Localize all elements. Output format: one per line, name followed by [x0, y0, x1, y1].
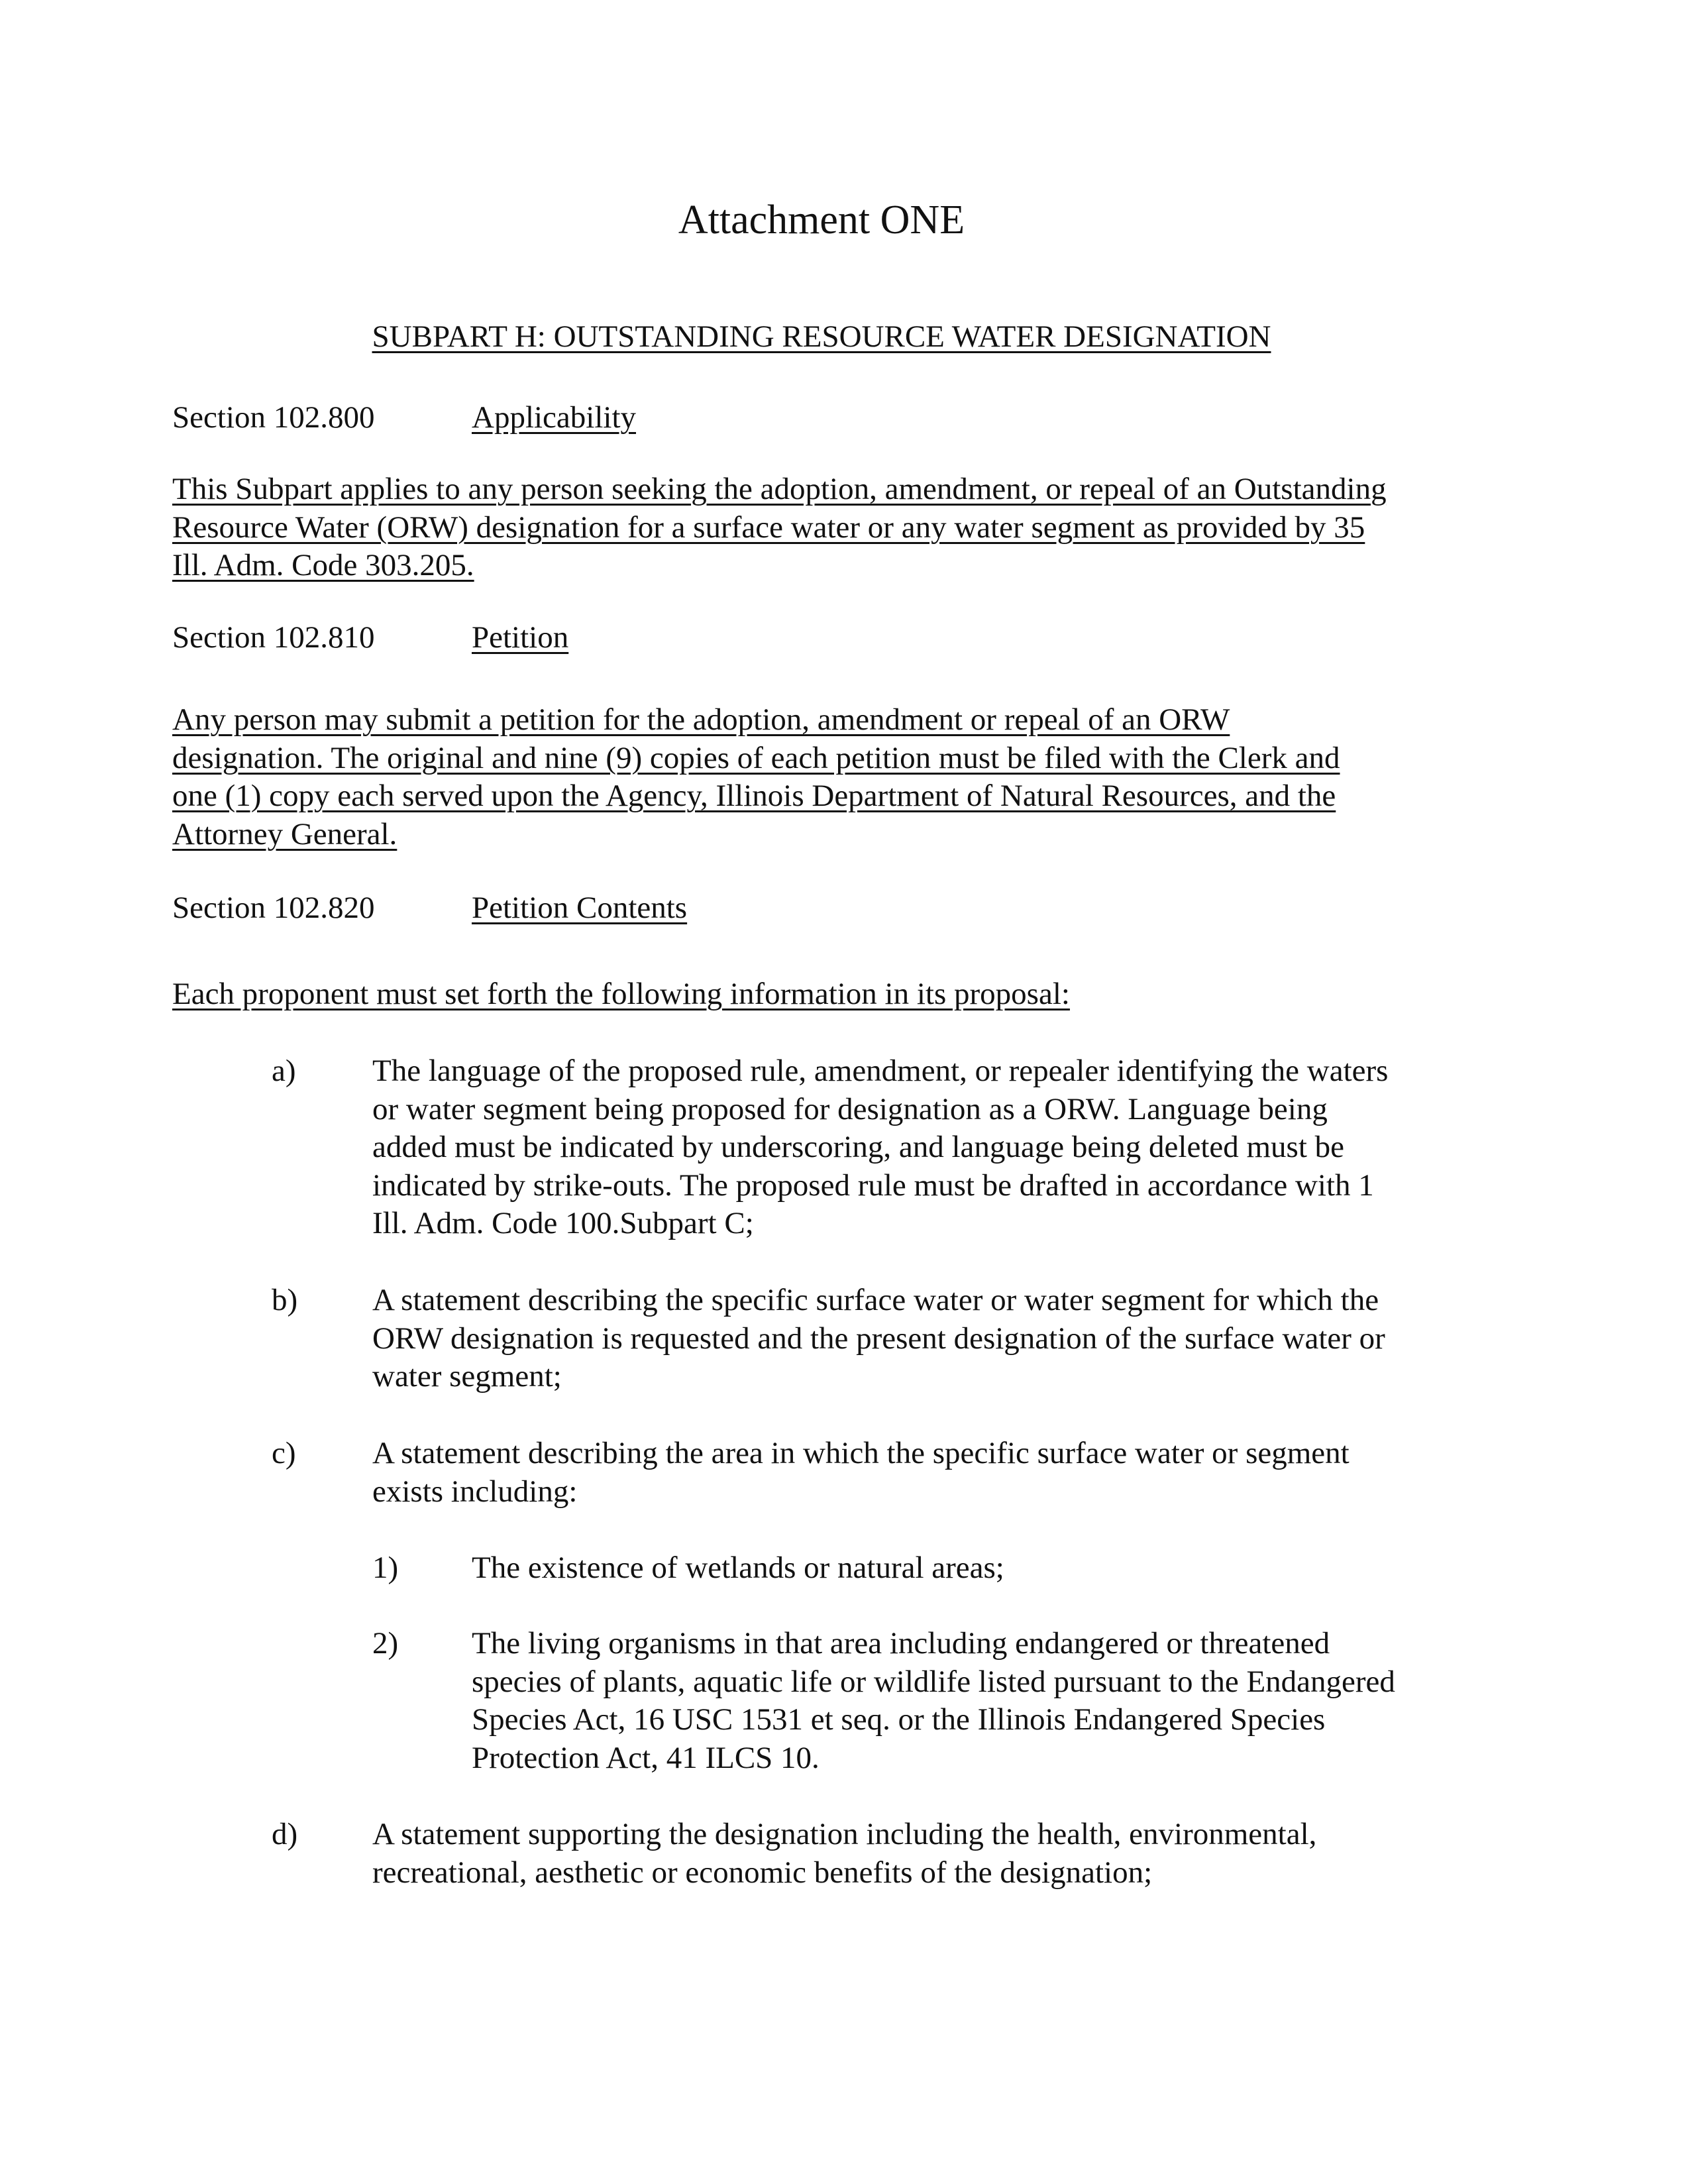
paragraph-line: Any person may submit a petition for the adoption, amendment or repeal of an ORW	[172, 702, 1230, 737]
item-line: species of plants, aquatic life or wildlife listed pursuant to the Endangered	[472, 1664, 1395, 1699]
item-line: The existence of wetlands or natural areas;	[472, 1551, 1004, 1585]
item-line: or water segment being proposed for designation as a ORW. Language being	[372, 1091, 1328, 1126]
list-marker: a)	[272, 1054, 296, 1088]
list-marker: 1)	[372, 1551, 399, 1585]
item-line: A statement describing the area in which the specific surface water or segment	[372, 1436, 1350, 1470]
item-line: water segment;	[372, 1359, 562, 1393]
section-name: Petition Contents	[472, 891, 688, 925]
item-line: exists including:	[372, 1474, 578, 1509]
list-marker: d)	[272, 1817, 298, 1851]
item-line: Species Act, 16 USC 1531 et seq. or the Illinois Endangered Species	[472, 1702, 1326, 1737]
list-item-text	[372, 1816, 1316, 1892]
section-paragraph-petition-contents	[172, 975, 1491, 1014]
list-item-text	[372, 1435, 1350, 1511]
item-line: A statement describing the specific surface water or water segment for which the	[372, 1283, 1379, 1317]
list-item-text	[372, 1052, 1388, 1243]
paragraph-line: Each proponent must set forth the following information in its proposal:	[172, 977, 1070, 1011]
section-heading-petition-contents	[172, 888, 687, 928]
item-line: The language of the proposed rule, amendment, or repealer identifying the waters	[372, 1054, 1389, 1088]
item-line: Ill. Adm. Code 100.Subpart C;	[372, 1206, 754, 1240]
list-item-text	[372, 1282, 1385, 1396]
item-line: recreational, aesthetic or economic benefits of the designation;	[372, 1855, 1153, 1890]
section-name: Petition	[472, 620, 569, 655]
list-item-text	[472, 1549, 1004, 1588]
page-title: Attachment ONE	[678, 197, 965, 243]
section-number: Section 102.800	[172, 400, 375, 435]
paragraph-line: Attorney General.	[172, 816, 398, 851]
section-paragraph-petition	[172, 701, 1491, 853]
paragraph-line: Ill. Adm. Code 303.205.	[172, 548, 474, 582]
paragraph-line: This Subpart applies to any person seeking the adoption, amendment, or repeal of an Outstanding	[172, 472, 1387, 506]
item-line: indicated by strike-outs. The proposed rule must be drafted in accordance with 1	[372, 1168, 1374, 1203]
list-marker: b)	[272, 1283, 298, 1317]
item-line: added must be indicated by underscoring, and language being deleted must be	[372, 1130, 1345, 1164]
item-line: ORW designation is requested and the present designation of the surface water or	[372, 1321, 1385, 1356]
section-number: Section 102.820	[172, 891, 375, 925]
item-line: Protection Act, 41 ILCS 10.	[472, 1740, 820, 1775]
paragraph-line: Resource Water (ORW) designation for a surface water or any water segment as provided by 35	[172, 510, 1365, 545]
list-item-text	[472, 1625, 1395, 1777]
list-marker: 2)	[372, 1626, 399, 1661]
section-name: Applicability	[472, 400, 637, 435]
list-marker: c)	[272, 1436, 296, 1470]
section-number: Section 102.810	[172, 620, 375, 655]
section-heading-applicability	[172, 398, 636, 437]
subpart-heading: SUBPART H: OUTSTANDING RESOURCE WATER DESIGNATION	[372, 319, 1271, 354]
item-line: The living organisms in that area including endangered or threatened	[472, 1626, 1330, 1661]
section-heading-petition	[172, 618, 568, 657]
paragraph-line: designation. The original and nine (9) copies of each petition must be filed with the Clerk and	[172, 740, 1340, 775]
item-line: A statement supporting the designation including the health, environmental,	[372, 1817, 1317, 1851]
section-paragraph-applicability	[172, 470, 1491, 585]
paragraph-line: one (1) copy each served upon the Agency, Illinois Department of Natural Resources, and the	[172, 779, 1336, 813]
